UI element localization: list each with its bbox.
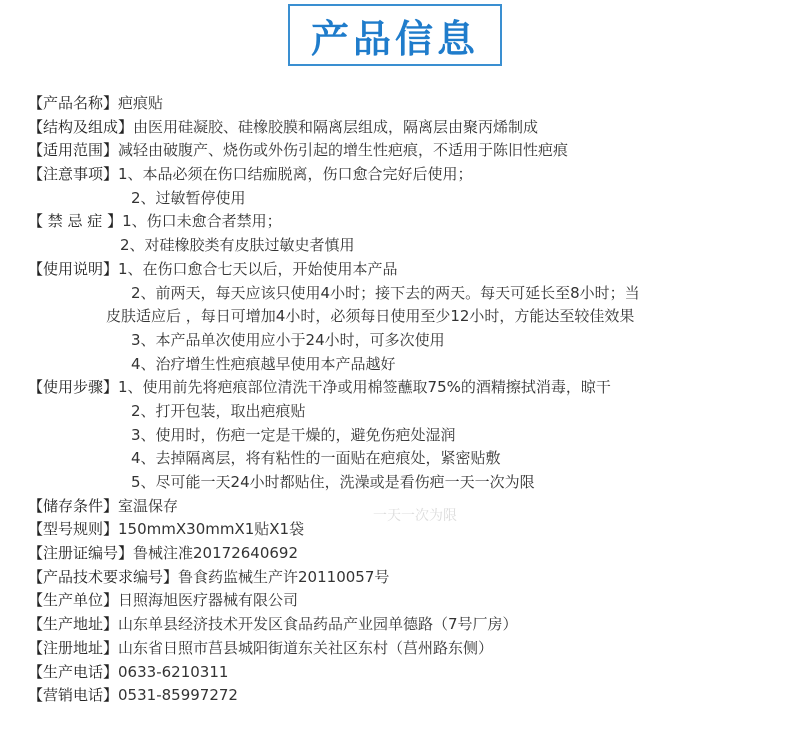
- spec-value: 1、伤口未愈合者禁用；: [122, 212, 282, 231]
- spec-label: 【注意事项】: [28, 165, 119, 184]
- spec-value: 2、前两天，每天应该只使用4小时；接下去的两天。每天可延长至8小时；当: [131, 283, 640, 302]
- spec-value: 4、治疗增生性疤痕越早使用本产品越好: [131, 354, 396, 373]
- spec-row-instructions-cont: [28, 353, 778, 377]
- spec-row-registered-address: [28, 637, 778, 661]
- product-info-list: [28, 92, 778, 708]
- spec-value: 0531-85997272: [118, 686, 238, 705]
- spec-value: 5、尽可能一天24小时都贴住，洗澡或是看伤疤一天一次为限: [131, 473, 535, 491]
- spec-value: 0633-6210311: [118, 662, 229, 681]
- spec-row-tech-requirement: [28, 566, 778, 590]
- spec-label: 【注册地址】: [28, 638, 119, 657]
- spec-row-notes-cont: [28, 187, 778, 211]
- spec-value: 鲁食药监械生产许20110057号: [178, 567, 390, 586]
- spec-row-instructions-cont: [28, 305, 778, 329]
- spec-value: 皮肤适应后 ，每日可增加4小时，必须每日使用至少12小时，方能达至较佳效果: [106, 307, 635, 326]
- spec-row-steps: [28, 376, 778, 400]
- spec-label: 【结构及组成】: [28, 117, 134, 136]
- spec-value: 2、对硅橡胶类有皮肤过敏史者慎用: [120, 236, 355, 255]
- spec-value: 日照海旭医疗器械有限公司: [118, 591, 299, 610]
- spec-row-registration: [28, 542, 778, 566]
- spec-label: 【生产地址】: [28, 615, 119, 634]
- spec-value: 3、使用时，伤疤一定是干燥的，避免伤疤处湿润: [131, 425, 456, 444]
- spec-label: 【生产电话】: [28, 662, 119, 681]
- spec-value: 3、本产品单次使用应小于24小时，可多次使用: [131, 330, 445, 349]
- spec-value: 1、使用前先将疤痕部位清洗干净或用棉签蘸取75%的酒精擦拭消毒，晾干: [118, 378, 611, 397]
- spec-value: 由医用硅凝胶、硅橡胶膜和隔离层组成，隔离层由聚丙烯制成: [133, 117, 539, 136]
- spec-row-contraindication-cont: [28, 234, 778, 258]
- spec-row-steps-cont: [28, 447, 778, 471]
- spec-label: 【注册证编号】: [28, 544, 134, 563]
- spec-value: 室温保存: [118, 496, 179, 515]
- title-box: [288, 4, 502, 66]
- spec-value: 疤痕贴: [118, 94, 164, 112]
- spec-label: 【使用说明】: [28, 259, 119, 278]
- spec-row-steps-cont: [28, 471, 778, 495]
- spec-value: 山东省日照市莒县城阳街道东关社区东村（莒州路东侧）: [118, 638, 494, 657]
- spec-label: 【生产单位】: [28, 591, 119, 610]
- spec-value: 减轻由破腹产、烧伤或外伤引起的增生性疤痕，不适用于陈旧性疤痕: [118, 141, 569, 160]
- spec-row-contraindication: [28, 210, 778, 234]
- spec-label: 【型号规则】: [28, 520, 119, 539]
- spec-label: 【储存条件】: [28, 496, 119, 515]
- spec-row-instructions-cont: [28, 282, 778, 306]
- spec-value: 2、打开包装，取出疤痕贴: [131, 401, 306, 420]
- spec-row-structure: [28, 116, 778, 140]
- spec-value: 150mmX30mmX1贴X1袋: [118, 520, 305, 539]
- spec-label: 【 禁 忌 症 】: [28, 212, 123, 231]
- spec-row-production-address: [28, 613, 778, 637]
- spec-row-name: [28, 92, 778, 116]
- spec-row-steps-cont: [28, 400, 778, 424]
- spec-row-steps-cont: [28, 424, 778, 448]
- spec-value: 1、本品必须在伤口结痂脱离，伤口愈合完好后使用；: [118, 165, 473, 184]
- spec-row-notes: [28, 163, 778, 187]
- spec-value: 2、过敏暂停使用: [131, 188, 246, 207]
- spec-row-sales-phone: [28, 684, 778, 708]
- spec-label: 【适用范围】: [28, 141, 119, 160]
- spec-label: 【产品技术要求编号】: [28, 567, 179, 586]
- spec-value: 1、在伤口愈合七天以后，开始使用本产品: [118, 259, 398, 278]
- spec-value: 鲁械注准20172640692: [133, 544, 298, 563]
- spec-value: 4、去掉隔离层，将有粘性的一面贴在疤痕处，紧密贴敷: [131, 449, 501, 468]
- page-title: 产品信息: [310, 16, 479, 61]
- spec-row-production-phone: [28, 661, 778, 685]
- faded-ghost-text: 一天一次为限: [373, 508, 457, 524]
- spec-value: 山东单县经济技术开发区食品药品产业园单德路（7号厂房）: [118, 615, 518, 634]
- spec-label: 【产品名称】: [28, 94, 119, 112]
- spec-row-scope: [28, 139, 778, 163]
- spec-label: 【使用步骤】: [28, 378, 119, 397]
- spec-label: 【营销电话】: [28, 686, 119, 705]
- spec-row-instructions: [28, 258, 778, 282]
- spec-row-instructions-cont: [28, 329, 778, 353]
- spec-row-manufacturer: [28, 589, 778, 613]
